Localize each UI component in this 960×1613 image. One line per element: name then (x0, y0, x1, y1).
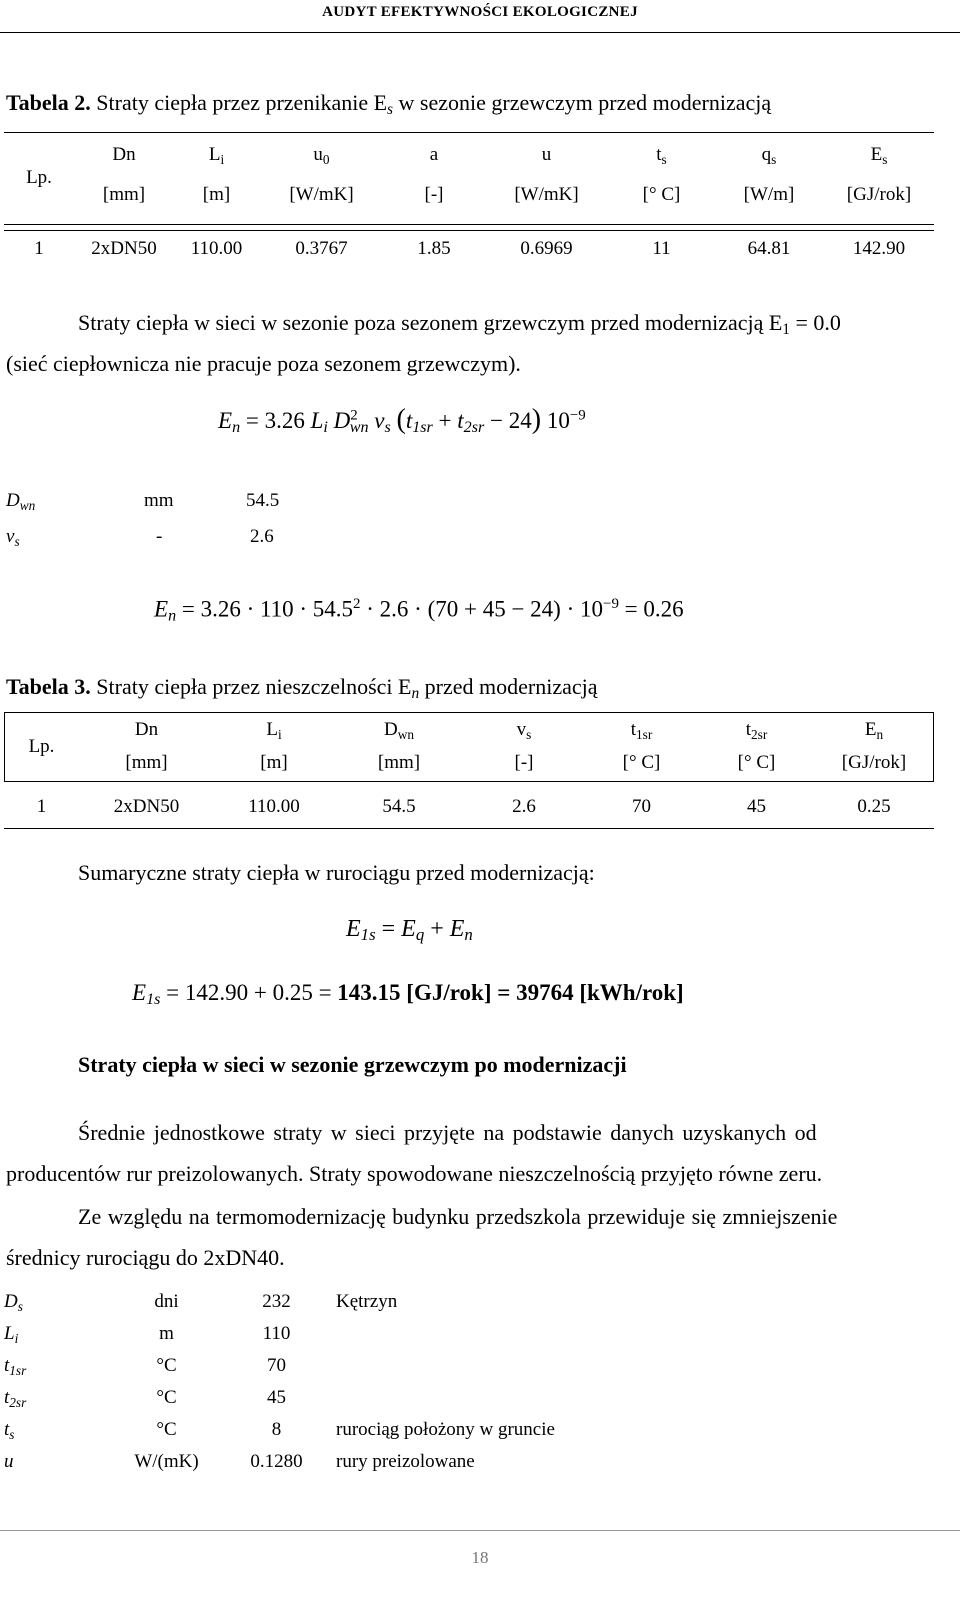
table2-col-li: $L_i$ (208, 144, 225, 167)
param-unit: °C (156, 1387, 177, 1408)
param-symbol: $t_{1sr}$ (4, 1355, 27, 1378)
paragraph-2-line1: Ze względu na termomodernizację budynku przedszkola przewiduje się zmniejszenie (78, 1204, 838, 1229)
table3-unit: [-] (514, 752, 534, 773)
param-note (324, 1382, 584, 1414)
paragraph-2-line2: średnicy rurociągu do 2xDN40. (6, 1245, 285, 1270)
table2-cell: 0.6969 (520, 238, 573, 259)
table3-col-vs: $v_s$ (516, 719, 532, 742)
table2-cell: 0.3767 (295, 238, 348, 259)
table2-unit-es: [GJ/rok] (846, 184, 912, 205)
table2-cell: 1.85 (417, 238, 451, 259)
param-row (4, 1318, 584, 1350)
param-note: rurociąg położony w gruncie (336, 1419, 555, 1440)
table2-cell: 110.00 (190, 238, 243, 259)
param-note (324, 1318, 584, 1350)
table2-col-a: a (429, 144, 439, 165)
table3-cell: 110.00 (248, 796, 300, 817)
table3-col-dwn: $D_{wn}$ (384, 719, 414, 742)
table2-col-es: $E_s$ (870, 144, 888, 167)
table2-caption-sub: s (387, 101, 394, 118)
table2-caption (6, 90, 771, 116)
page-number: 18 (471, 1548, 489, 1567)
table2-mid-rule (4, 224, 934, 225)
param-value: 0.1280 (250, 1451, 303, 1472)
table2-unit-u0: [W/mK] (289, 184, 354, 205)
season-note-line1: Straty ciepła w sieci w sezonie poza sezonem grzewczym przed modernizacją $E_1 = 0.0$ (78, 310, 841, 338)
formula-e1s-result: $E_{1s} = 142.90 + 0.25 = 143.15$ [GJ/rok] = 39764 [kWh/rok] (132, 980, 684, 1008)
table3-unit: [mm] (377, 752, 421, 773)
table2-unit-dn: [mm] (102, 184, 146, 205)
table3-col-en: $E_n$ (864, 719, 884, 742)
table3-unit: [mm] (125, 752, 168, 773)
paragraph-1-line1: Średnie jednostkowe straty w sieci przyjęte na podstawie danych uzyskanych od (78, 1120, 817, 1145)
table3-col-t2sr: $t_{2sr}$ (745, 719, 768, 742)
table2-col-u0: $u_0$ (313, 144, 330, 167)
param-value: 70 (267, 1355, 286, 1376)
table2-col-dn: Dn (112, 144, 136, 165)
table3-cell: 2xDN50 (113, 796, 180, 817)
table2-cell: 64.81 (747, 238, 791, 259)
param-row: $D_{wn}$ (6, 490, 36, 513)
formula-en-general: $E_n = 3.26$ $L_i$ $D^2_{wn}$ $v_s$ $(t_{1sr} + t_{2sr} - 24)$ $10^{-9}$ (218, 404, 586, 436)
table-row (4, 788, 934, 826)
table2-lp-header: Lp. (26, 167, 52, 188)
table3-cell: 0.25 (857, 796, 891, 817)
param-row (4, 1286, 584, 1318)
formula-en-computed: $E_n = 3.26 \cdot 110 \cdot 54.5^2 \cdot 2.6 \cdot (70 + 45 - 24) \cdot 10^{-9} = 0.26$ (154, 596, 684, 625)
table3-cell: 54.5 (382, 796, 416, 817)
param-value: 232 (262, 1291, 291, 1312)
param-row (4, 1414, 584, 1446)
footer-rule (0, 1530, 960, 1531)
table2-caption-text-b: w sezonie grzewczym przed modernizacją (393, 90, 772, 115)
table2-caption-text-a: Straty ciepła przez przenikanie E (90, 90, 388, 115)
table2-caption-label: Tabela 2. (6, 90, 91, 115)
param-note: rury preizolowane (336, 1451, 475, 1472)
param-value: 45 (267, 1387, 286, 1408)
table2-col-qs: $q_s$ (761, 144, 777, 167)
table3-col-dn: Dn (134, 719, 159, 740)
table3-unit: [m] (260, 752, 288, 773)
param-value: 8 (271, 1419, 282, 1440)
table2-unit-qs: [W/m] (743, 184, 795, 205)
params-table (4, 1286, 584, 1478)
param-unit: °C (156, 1355, 177, 1376)
param-row (4, 1382, 584, 1414)
paragraph-1-line2: producentów rur preizolowanych. Straty spowodowane nieszczelnością przyjęto równe zeru. (6, 1161, 823, 1186)
table3-cell: 70 (632, 796, 651, 817)
param-symbol: $t_s$ (4, 1419, 15, 1442)
formula-e1s-general: $E_{1s} = E_q + E_n$ (346, 916, 473, 944)
section-heading: Straty ciepła w sieci w sezonie grzewczym po modernizacji (78, 1052, 627, 1077)
table2-unit-ts: [° C] (642, 184, 681, 205)
param-unit: m (159, 1323, 174, 1344)
table3-bottom-rule (4, 828, 934, 829)
table2 (4, 138, 934, 266)
param-note: Kętrzyn (336, 1291, 398, 1312)
table2-mid-rule-2 (4, 230, 934, 231)
table3-caption-label: Tabela 3. (6, 674, 91, 699)
param-note (324, 1350, 584, 1382)
param-unit: W/(mK) (134, 1451, 199, 1472)
table3-caption: Tabela 3. Straty ciepła przez nieszczelności $E_n$ przed modernizacją (6, 674, 598, 702)
param-unit: dni (154, 1291, 179, 1312)
table3-unit: [° C] (622, 752, 661, 773)
table2-cell: 2xDN50 (91, 238, 157, 259)
table3-col-t1sr: $t_{1sr}$ (630, 719, 653, 742)
table2-unit-a: [-] (424, 184, 444, 205)
table3-col-li: $L_i$ (266, 719, 282, 742)
table2-unit-u: [W/mK] (514, 184, 579, 205)
header-rule (0, 32, 960, 33)
table3 (4, 714, 934, 826)
table3-unit: [GJ/rok] (841, 752, 907, 773)
e1s-result-value: 143.15 [GJ/rok] = 39764 [kWh/rok] (337, 980, 684, 1005)
param-value: 110 (262, 1323, 291, 1344)
table2-top-rule (4, 132, 934, 133)
table2-cell: 142.90 (852, 238, 906, 259)
param-symbol: u (4, 1451, 14, 1472)
param-symbol: $t_{2sr}$ (4, 1387, 27, 1410)
table2-cell: 1 (34, 238, 44, 259)
table3-unit: [° C] (737, 752, 776, 773)
param-symbol: $D_s$ (4, 1291, 23, 1314)
param-row (4, 1446, 584, 1478)
season-note-line2: (sieć ciepłownicza nie pracuje poza sezonem grzewczym). (6, 351, 521, 376)
param-unit: mm (144, 490, 174, 511)
summary-text: Sumaryczne straty ciepła w rurociągu przed modernizacją: (78, 860, 595, 885)
table3-cell: 2.6 (512, 796, 536, 817)
param-unit: - (156, 526, 163, 547)
table2-col-u: u (541, 144, 552, 165)
param-symbol: $L_i$ (4, 1323, 19, 1346)
param-row (4, 1350, 584, 1382)
table2-cell: 11 (652, 238, 671, 259)
param-unit: °C (156, 1419, 177, 1440)
table3-cell: 45 (747, 796, 766, 817)
page-header: AUDYT EFEKTYWNOŚCI EKOLOGICZNEJ (322, 4, 638, 20)
table3-lp-header: Lp. (28, 736, 55, 757)
table2-col-ts: $t_s$ (656, 144, 667, 167)
param-value: 2.6 (250, 526, 274, 547)
param-row: $v_s$ (6, 526, 20, 549)
table3-cell: 1 (36, 796, 47, 817)
param-value: 54.5 (246, 490, 280, 511)
table-row (4, 232, 934, 266)
table2-unit-li: [m] (202, 184, 231, 205)
